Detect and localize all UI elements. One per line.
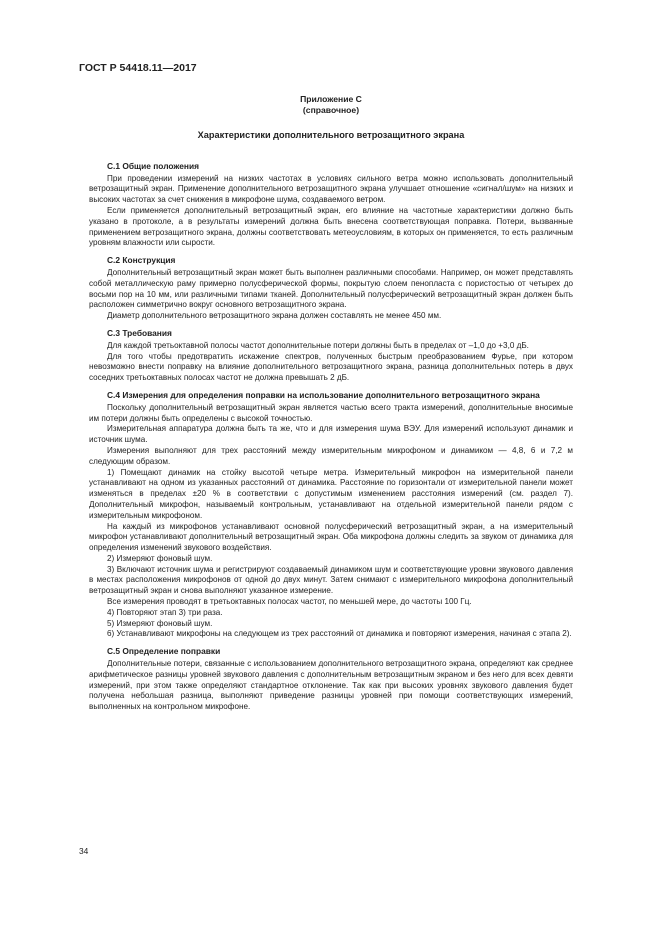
paragraph: Для того чтобы предотвратить искажение спектров, полученных быстрым преобразованием Фурье, при котором невозможно внести поправку на влияние дополнительного ветрозащитного экрана, разница дополнительных потерь в двух соседних третьоктавных полосах частот не должна превышать 2 дБ. bbox=[89, 351, 573, 383]
section-heading: С.3 Требования bbox=[107, 327, 172, 338]
page-content bbox=[89, 94, 573, 713]
sections-container bbox=[89, 161, 573, 713]
annex-label: Приложение С bbox=[300, 94, 362, 104]
paragraph: 2) Измеряют фоновый шум. bbox=[107, 553, 213, 563]
paragraph: Диаметр дополнительного ветрозащитного экрана должен составлять не менее 450 мм. bbox=[107, 311, 442, 321]
section-heading: С.2 Конструкция bbox=[107, 255, 176, 266]
paragraph: Для каждой третьоктавной полосы частот дополнительные потери должны быть в пределах от –1,0 до +3,0 дБ. bbox=[107, 340, 529, 350]
paragraph: Все измерения проводят в третьоктавных полосах частот, по меньшей мере, до частоты 100 Гц. bbox=[107, 597, 472, 607]
paragraph: 1) Помещают динамик на стойку высотой четыре метра. Измерительный микрофон на измерительной панели устанавливают на одном из указанных расстояний от динамика. Расстояние по горизонтали от измерительной панели может изменяться в пределах ±20 % в соответствии с допустимым изменением расстояния измерений (см. раздел 7). Дополнительный микрофон, называемый контрольным, устанавливают на отдельной измерительной панели рядом с измерительным микрофоном. bbox=[89, 467, 573, 520]
paragraph: Измерения выполняют для трех расстояний между измерительным микрофоном и динамиком — 4,8, 6 и 7,2 м следующим образом. bbox=[89, 445, 573, 466]
paragraph: На каждый из микрофонов устанавливают основной полусферический ветрозащитный экран, а на измерительный микрофон устанавливают дополнительный ветрозащитный экран. Оба микрофона должны следить за звуком от динамика для определения изменений звукового воздействия. bbox=[89, 521, 573, 553]
paragraph: 5) Измеряют фоновый шум. bbox=[107, 618, 213, 628]
paragraph: 3) Включают источник шума и регистрируют создаваемый динамиком шум и соответствующие уровни звукового давления в местах расположения микрофонов от одной до двух минут. Затем снимают с измерительного микрофона дополнительный ветрозащитный экран и снова выполняют указанное измерение. bbox=[89, 564, 573, 596]
annex-title: Характеристики дополнительного ветрозащитного экрана bbox=[197, 130, 465, 140]
document-code: ГОСТ Р 54418.11—2017 bbox=[79, 62, 197, 74]
paragraph: Дополнительный ветрозащитный экран может быть выполнен различными способами. Например, он может представлять собой металлическую раму примерно полусферической формы, покрытую слоем пенопласта с пористостью от четырех до восьми пор на 10 мм, или различными типами тканей. Дополнительный полусферический ветрозащитный экран должен быть расположен симметрично вокруг основного ветрозащитного экрана. bbox=[89, 267, 573, 310]
paragraph: Если применяется дополнительный ветрозащитный экран, его влияние на частотные характеристики должно быть указано в протоколе, а в результаты измерений должна быть внесена соответствующая поправка. Потери, вызванные применением ветрозащитного экрана, должны соответствовать метеоусловиям, в которых он применяется, то есть различным уровням влажности или сырости. bbox=[89, 205, 573, 248]
paragraph: Поскольку дополнительный ветрозащитный экран является частью всего тракта измерений, дополнительные вносимые им потери должны быть определены с высокой точностью. bbox=[89, 402, 573, 423]
paragraph: 4) Повторяют этап 3) три раза. bbox=[107, 607, 223, 617]
page-number: 34 bbox=[79, 846, 89, 856]
section-heading: С.4 Измерения для определения поправки на использование дополнительного ветрозащитного экрана bbox=[107, 389, 540, 400]
paragraph: Дополнительные потери, связанные с использованием дополнительного ветрозащитного экрана, определяют как среднее арифметическое разницы уровней звукового давления с дополнительным ветрозащитным экраном и без него для всех девяти измерений, при этом также определяют стандартное отклонение. Так как при высоких уровнях звукового давления будет получена небольшая разница, выполняют приведение разницы уровней при помощи соответствующих измерений, выполненных на контрольном микрофоне. bbox=[89, 659, 573, 712]
paragraph: При проведении измерений на низких частотах в условиях сильного ветра можно использовать дополнительный ветрозащитный экран. Применение дополнительного ветрозащитного экрана улучшает отношение «сигнал/шум» на низких и высоких частотах за счет снижения в микрофоне шума, создаваемого ветром. bbox=[89, 173, 573, 205]
section-heading: С.1 Общие положения bbox=[107, 160, 200, 171]
section-heading: С.5 Определение поправки bbox=[107, 646, 221, 657]
paragraph: 6) Устанавливают микрофоны на следующем из трех расстояний от динамика и повторяют измерения, начиная с этапа 2). bbox=[107, 629, 572, 639]
paragraph: Измерительная аппаратура должна быть та же, что и для измерения шума ВЭУ. Для измерений используют динамик и источник шума. bbox=[89, 424, 573, 445]
annex-type: (справочное) bbox=[302, 105, 360, 115]
